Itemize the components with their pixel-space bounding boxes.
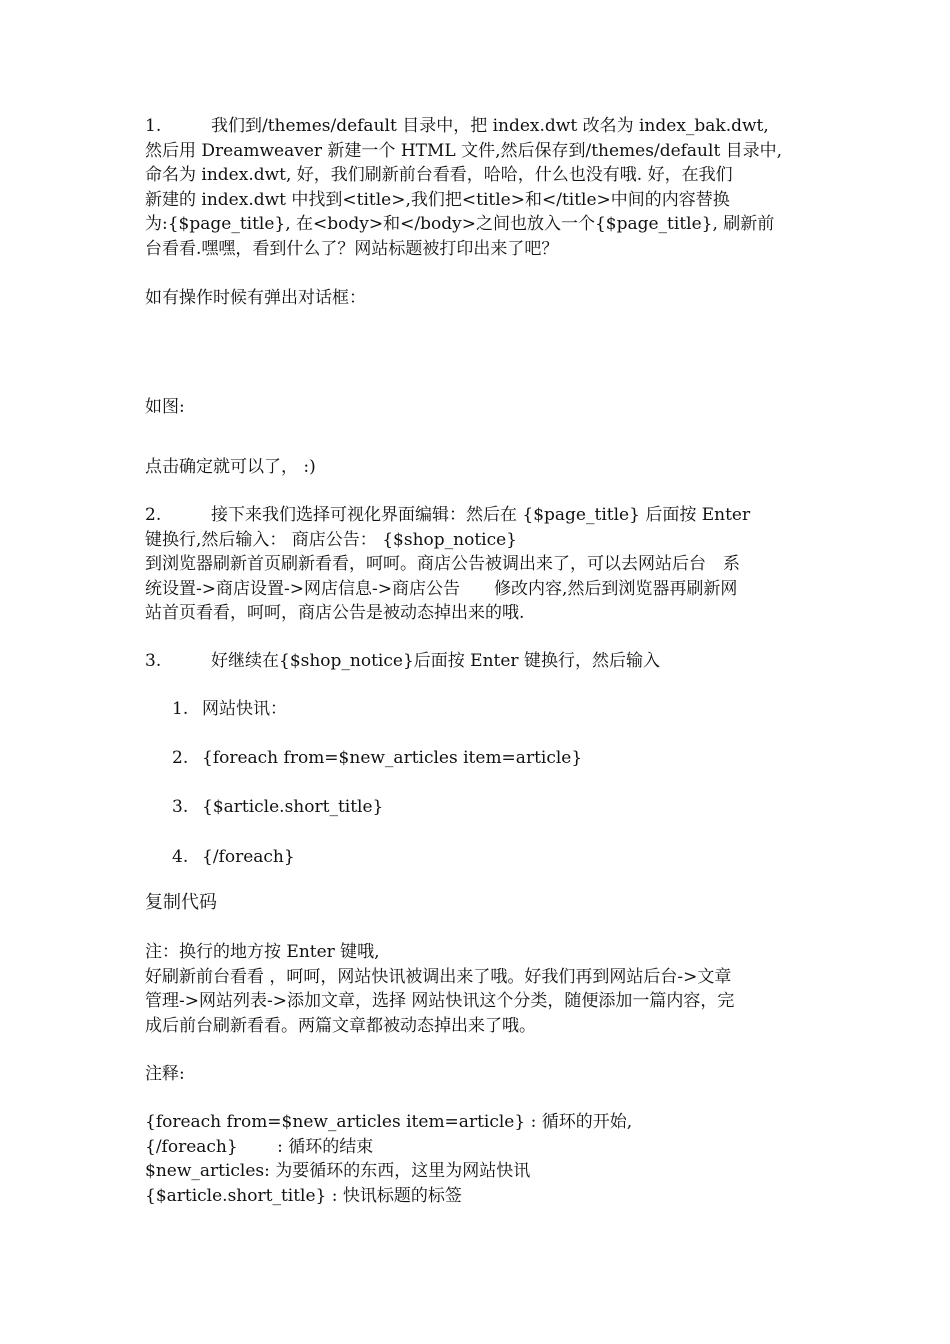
step-1-line	[145, 114, 810, 139]
step-1-line: 为:{$page_title}, 在<body>和</body>之间也放入一个{$page_title}, 刷新前	[145, 214, 775, 234]
step-3-number: 3.	[145, 651, 162, 671]
annotation-line: {foreach from=$new_articles item=article} : 循环的开始,	[145, 1112, 633, 1132]
step-2-line: 统设置->商店设置->网店信息->商店公告 修改内容,然后到浏览器再刷新网	[145, 578, 738, 599]
step-2-line: 站首页看看，呵呵，商店公告是被动态掉出来的哦.	[145, 603, 525, 623]
step-2-paragraph	[145, 503, 810, 626]
step-1-line: 命名为 index.dwt, 好，我们刷新前台看看，哈哈，什么也没有哦. 好，在我们	[145, 165, 733, 185]
list-item-number: 1.	[172, 699, 189, 719]
step-1-line: 新建的 index.dwt 中找到<title>,我们把<title>和</title>中间的内容替换	[145, 189, 730, 210]
list-item-number: 4.	[172, 847, 189, 867]
step-1-line-text: 我们到/themes/default 目录中，把 index.dwt 改名为 index_bak.dwt,	[211, 116, 769, 136]
note-paragraph	[145, 940, 810, 1038]
annotation-line: {$article.short_title} : 快讯标题的标签	[145, 1185, 462, 1206]
confirm-note: 点击确定就可以了， :)	[145, 457, 316, 477]
note-line: 管理->网站列表->添加文章，选择 网站快讯这个分类，随便添加一篇内容，完	[145, 991, 735, 1011]
step-2-line: 键换行,然后输入： 商店公告： {$shop_notice}	[145, 529, 517, 550]
step-2-line: 到浏览器刷新首页刷新看看，呵呵。商店公告被调出来了，可以去网站后台 系	[145, 554, 740, 574]
list-item-text: {$article.short_title}	[202, 797, 384, 817]
step-3-line-text: 好继续在{$shop_notice}后面按 Enter 键换行，然后输入	[211, 651, 660, 671]
list-item-text: {foreach from=$new_articles item=article}	[202, 748, 583, 768]
list-item	[172, 746, 582, 770]
copy-code-link[interactable]: 复制代码	[145, 892, 217, 913]
annotation-list	[145, 1110, 810, 1208]
annotation-line: {/foreach} : 循环的结束	[145, 1136, 374, 1157]
step-1-line: 台看看.嘿嘿，看到什么了？网站标题被打印出来了吧？	[145, 238, 559, 259]
step-2-number: 2.	[145, 505, 162, 525]
note-line: 成后前台刷新看看。两篇文章都被动态掉出来了哦。	[145, 1015, 536, 1036]
figure-label: 如图:	[145, 397, 185, 417]
note-line: 好刷新前台看看 ，呵呵，网站快讯被调出来了哦。好我们再到网站后台->文章	[145, 966, 732, 987]
list-item-number: 3.	[172, 797, 189, 817]
list-item	[172, 795, 383, 819]
step-1-paragraph	[145, 114, 810, 261]
step-3-paragraph	[145, 649, 810, 674]
dialog-note: 如有操作时候有弹出对话框：	[145, 288, 366, 308]
annotation-line: $new_articles: 为要循环的东西，这里为网站快讯	[145, 1161, 531, 1181]
list-item	[172, 697, 287, 721]
annotation-title: 注释:	[145, 1064, 185, 1084]
step-1-line: 然后用 Dreamweaver 新建一个 HTML 文件,然后保存到/themes/default 目录中,	[145, 140, 783, 161]
note-line: 注：换行的地方按 Enter 键哦,	[145, 942, 380, 962]
list-item-number: 2.	[172, 748, 189, 768]
step-2-line-text: 接下来我们选择可视化界面编辑：然后在 {$page_title} 后面按 Enter	[211, 505, 751, 525]
list-item-text: 网站快讯：	[202, 699, 287, 719]
list-item-text: {/foreach}	[202, 847, 295, 867]
step-1-number: 1.	[145, 116, 162, 136]
list-item	[172, 845, 295, 869]
step-2-line	[145, 503, 810, 528]
